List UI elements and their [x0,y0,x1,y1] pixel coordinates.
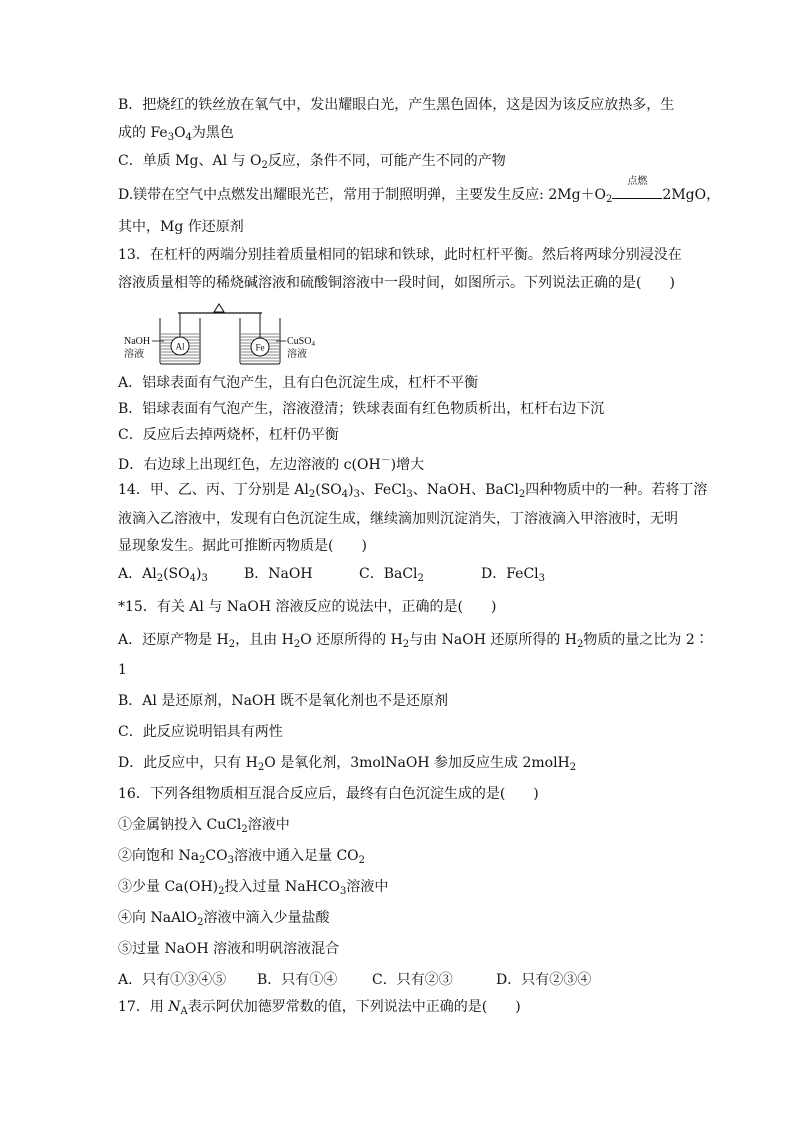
text: 1 [118,662,127,678]
subscript: 2 [156,573,164,584]
subscript: 2 [358,855,366,866]
q13-option-b [118,399,604,419]
text: 17．用 [118,999,169,1015]
text: C．BaCl [359,566,418,582]
q15-option-b [118,691,448,711]
cuso4-solution-label: 溶液 [287,349,307,360]
q12-option-d-line1 [118,176,721,210]
subscript: 4 [341,489,349,500]
subscript: 2 [257,762,265,773]
reaction-bar [612,198,662,199]
subscript: 3 [406,489,413,500]
subscript: 2 [402,639,410,650]
text: 14．甲、乙、丙、丁分别是 Al [118,482,309,498]
q15-option-c [118,722,283,742]
q16-stem [118,784,539,804]
subscript: 2 [261,160,268,171]
q16-item-1 [118,815,290,840]
subscript: 3 [227,855,234,866]
text: ④向 NaAlO [118,910,198,926]
text: 与由 NaOH 还原所得的 H [409,632,578,648]
q14-option-a [118,564,208,589]
q13-stem-line2 [118,273,675,293]
reaction-arrow [612,176,662,199]
naoh-label: NaOH [124,336,151,347]
q12-option-b-line1 [118,95,674,115]
text: 溶液中通入足量 CO [234,848,359,864]
text: 其中，Mg 作还原剂 [118,219,244,235]
subscript: 2 [569,762,577,773]
subscript: 2 [308,489,316,500]
text: B．Al 是还原剂，NaOH 既不是氧化剂也不是还原剂 [118,693,449,709]
text: C．反应后去掉两烧杯，杠杆仍平衡 [118,427,339,443]
iron-ball-label: Fe [255,342,265,353]
text: CO [205,848,228,864]
text: 溶液中 [346,879,389,895]
text: ①金属钠投入 CuCl [118,817,242,833]
subscript: 2 [218,886,225,897]
text: 溶液质量相等的稀烧碱溶液和硫酸铜溶液中一段时间，如图所示。下列说法正确的是( ) [118,275,675,291]
lever-figure [118,300,328,368]
superscript: － [380,455,391,466]
text: D．FeCl [481,566,539,582]
text: 成的 Fe [118,125,168,141]
aluminum-ball-label: Al [175,341,185,352]
text: ③少量 Ca(OH) [118,879,219,895]
q16-item-5 [118,939,339,959]
q14-stem-line2 [118,509,678,529]
q16-item-4 [118,908,330,933]
subscript: 2 [606,194,613,205]
subscript: 2 [199,855,206,866]
q12-option-b-line2 [118,123,234,148]
text: 溶液中滴入少量盐酸 [203,910,330,926]
q13-option-a [118,373,478,393]
cuso4-label [287,336,315,348]
q13-option-c [118,425,339,445]
text: 液滴入乙溶液中，发现有白色沉淀生成，继续滴加则沉淀消失，丁溶液滴入甲溶液时，无明 [118,511,678,527]
subscript: 2 [518,489,526,500]
text: 反应，条件不同，可能产生不同的产物 [267,153,506,169]
text: ) [195,566,202,582]
q13-option-d [118,451,424,475]
text: ②向饱和 Na [118,848,200,864]
q15-stem [118,597,496,617]
text: O 还原所得的 H [300,632,403,648]
text: B．NaOH [244,566,313,582]
text: ) [348,482,354,498]
text: A．铝球表面有气泡产生，且有白色沉淀生成，杠杆不平衡 [118,375,479,391]
q16-item-2 [118,846,365,871]
reaction-condition: 点燃 [627,176,648,187]
subscript: 3 [167,132,175,143]
q14-stem-line3 [118,536,367,556]
q13-stem-line1 [118,245,682,265]
naoh-solution-label: 溶液 [124,349,144,360]
text: )增大 [390,457,425,473]
text: D.镁带在空气中点燃发出耀眼光芒，常用于制照明弹，主要发生反应: 2Mg＋O [118,187,607,203]
text: O [174,125,186,141]
text: 、NaOH、BaCl [412,482,519,498]
fulcrum-triangle [214,304,224,312]
q15-option-d [118,753,576,778]
subscript: 2 [241,824,248,835]
text: D．此反应中，只有 H [118,755,258,771]
cuso4-subscript: 4 [311,340,315,348]
q15-option-a-line1 [118,630,709,655]
text: A．还原产物是 H [118,632,229,648]
q14-option-b [244,564,313,584]
subscript: A [180,1006,188,1017]
subscript: 3 [353,489,360,500]
text: 、FeCl [359,482,407,498]
text: ⑤过量 NaOH 溶液和明矾溶液混合 [118,941,340,957]
q16-option-d: D．只有②③④ [496,972,592,988]
text: 2MgO， [662,187,721,203]
subscript: 2 [228,639,236,650]
cuso4-text: CuSO [287,336,312,347]
italic-symbol: N [168,999,181,1015]
q16-option-b: B．只有①④ [257,972,338,988]
text: O 是氧化剂，3molNaOH 参加反应生成 2molH [264,755,570,771]
text: *15．有关 Al 与 NaOH 溶液反应的说法中，正确的是( ) [118,599,497,615]
text: 显现象发生。据此可推断丙物质是( ) [118,538,367,554]
text: 16．下列各组物质相互混合反应后，最终有白色沉淀生成的是( ) [118,786,539,802]
q14-stem-line1 [118,480,707,505]
text: A．Al [118,566,157,582]
text: 为黑色 [191,125,234,141]
text: 物质的量之比为 2∶ [583,632,709,648]
subscript: 2 [417,573,424,584]
q14-option-d [481,564,545,589]
text: 表示阿伏加德罗常数的值，下列说法中正确的是( ) [187,999,521,1015]
text: C．单质 Mg、Al 与 O [118,153,262,169]
q16-option-c: C．只有②③ [372,972,453,988]
q16-option-a: A．只有①③④⑤ [118,972,227,988]
text: B．把烧红的铁丝放在氧气中，发出耀眼白光，产生黑色固体，这是因为该反应放热多，生 [118,97,675,113]
subscript: 3 [201,573,208,584]
text: (SO [315,482,342,498]
text: (SO [163,566,190,582]
text: 13．在杠杆的两端分别挂着质量相同的铝球和铁球，此时杠杆平衡。然后将两球分别浸没在 [118,247,682,263]
subscript: 3 [538,573,546,584]
text: 溶液中 [247,817,290,833]
text: ，且由 H [235,632,294,648]
subscript: 4 [185,132,192,143]
subscript: 3 [339,886,347,897]
text: 四种物质中的一种。若将丁溶 [525,482,708,498]
subscript: 2 [293,639,301,650]
q15-option-a-line2 [118,660,127,680]
text: D．右边球上出现红色，左边溶液的 c(OH [118,457,381,473]
q17-stem [118,997,521,1022]
text: B．铝球表面有气泡产生，溶液澄清；铁球表面有红色物质析出，杠杆右边下沉 [118,401,605,417]
subscript: 2 [577,639,584,650]
q12-option-d-line2 [118,217,244,237]
q14-option-c [359,564,424,589]
text: C．此反应说明铝具有两性 [118,724,283,740]
subscript: 4 [189,573,196,584]
text: 投入过量 NaHCO [224,879,340,895]
q16-item-3 [118,877,388,902]
q12-option-c [118,151,506,176]
subscript: 2 [197,917,204,928]
